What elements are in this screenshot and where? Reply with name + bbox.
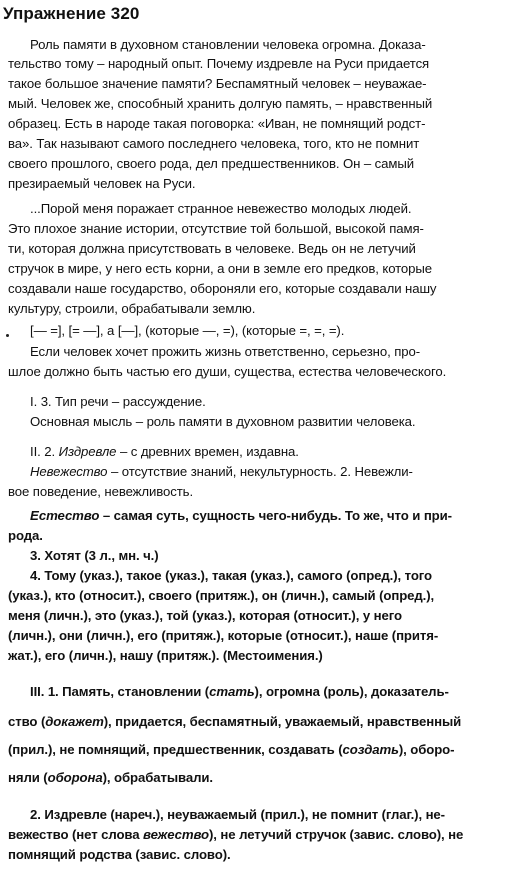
text-segment: ), не летучий стручок (завис. слово), не [209,827,464,842]
text-line: ва». Так называют самого последнего человека, того, кто не помнит [8,136,420,151]
text-line: (личн.), они (личн.), его (притяж.), которые (относит.), наше (притя- [8,628,439,643]
text-line: шлое должно быть частью его души, существа, естества человеческого. [8,364,447,379]
text-line: своего прошлого, своего рода, дел предшественников. Он – самый [8,156,415,171]
text-line: ти, которая должна присутствовать в человеке. Ведь он не летучий [8,241,416,256]
text-segment: – самая суть, сущность чего-нибудь. То же, что и при- [99,508,452,523]
text-segment: няли ( [8,770,48,785]
text-line: меня (личн.), это (указ.), той (указ.), которая (относит.), у него [8,608,402,623]
text-segment: III. 1. Память, становлении ( [30,684,210,699]
text-line [30,507,452,525]
text-line: тельство тому – народный опыт. Почему издревле на Руси придается [8,56,430,71]
text-segment: – с древних времен, издавна. [116,444,299,459]
text-line [8,741,454,759]
text-line [8,769,213,787]
text-line [8,826,463,844]
text-line: рода. [8,528,43,543]
text-segment: вежество (нет слова [8,827,144,842]
italic-term: стать [209,684,255,699]
text-segment: ), придается, беспамятный, уважаемый, нравственный [103,714,462,729]
italic-term: оборона [47,770,103,785]
text-line [30,443,299,461]
text-line: стручок в мире, у него есть корни, а они в земле его предков, которые [8,261,433,276]
text-line: мый. Человек же, способный хранить долгую память, – нравственный [8,96,433,111]
text-line: такое большое значение памяти? Беспамятный человек – неуважае- [8,76,427,91]
text-line: 2. Издревле (нареч.), неуважаемый (прил.), не помнит (глаг.), не- [30,807,445,822]
text-line: ...Порой меня поражает странное невежество молодых людей. [30,201,412,216]
text-line: помнящий родства (завис. слово). [8,847,231,862]
text-line: создавали наше государство, обороняли его, которые создавали нашу [8,281,437,296]
exercise-title: Упражнение 320 [3,4,140,23]
italic-term: Невежество [30,464,108,479]
italic-term: Естество [30,508,100,523]
text-line: Основная мысль – роль памяти в духовном развитии человека. [30,414,416,429]
text-line: Это плохое знание истории, отсутствие той большой, высокой памя- [8,221,424,236]
text-segment: ), обрабатывали. [102,770,213,785]
text-line [30,683,449,701]
italic-term: создать [342,742,399,757]
text-segment: II. 2. [30,444,59,459]
text-line: культуру, строили, обрабатывали землю. [8,301,256,316]
text-segment: ), огромна (роль), доказатель- [254,684,449,699]
text-line: I. 3. Тип речи – рассуждение. [30,394,206,409]
text-line: презираемый человек на Руси. [8,176,196,191]
text-line [8,713,461,731]
italic-term: Издревле [58,444,117,459]
text-line: Если человек хочет прожить жизнь ответственно, серьезно, про- [30,344,421,359]
italic-term: докажет [45,714,104,729]
text-line: Роль памяти в духовном становлении человека огромна. Доказа- [30,37,426,52]
text-line: (указ.), кто (относит.), своего (притяж.), он (личн.), самый (опред.), [8,588,435,603]
text-line: [— =], [= —], а [—], (которые —, =), (которые =, =, =). [30,323,345,338]
text-line: вое поведение, невежливость. [8,484,194,499]
text-line: 4. Тому (указ.), такое (указ.), такая (указ.), самого (опред.), того [30,568,432,583]
text-segment: ), оборо- [398,742,455,757]
italic-term: вежество [143,827,210,842]
text-line: жат.), его (личн.), нашу (притяж.). (Местоимения.) [8,648,323,663]
text-line: образец. Есть в народе такая поговорка: «Иван, не помнящий родст- [8,116,426,131]
bullet-dot [6,334,9,337]
text-segment: – отсутствие знаний, некультурность. 2. Невежли- [107,464,413,479]
text-segment: ство ( [8,714,46,729]
text-line [30,463,413,481]
text-segment: (прил.), не помнящий, предшественник, создавать ( [8,742,343,757]
text-line: 3. Хотят (3 л., мн. ч.) [30,548,159,563]
